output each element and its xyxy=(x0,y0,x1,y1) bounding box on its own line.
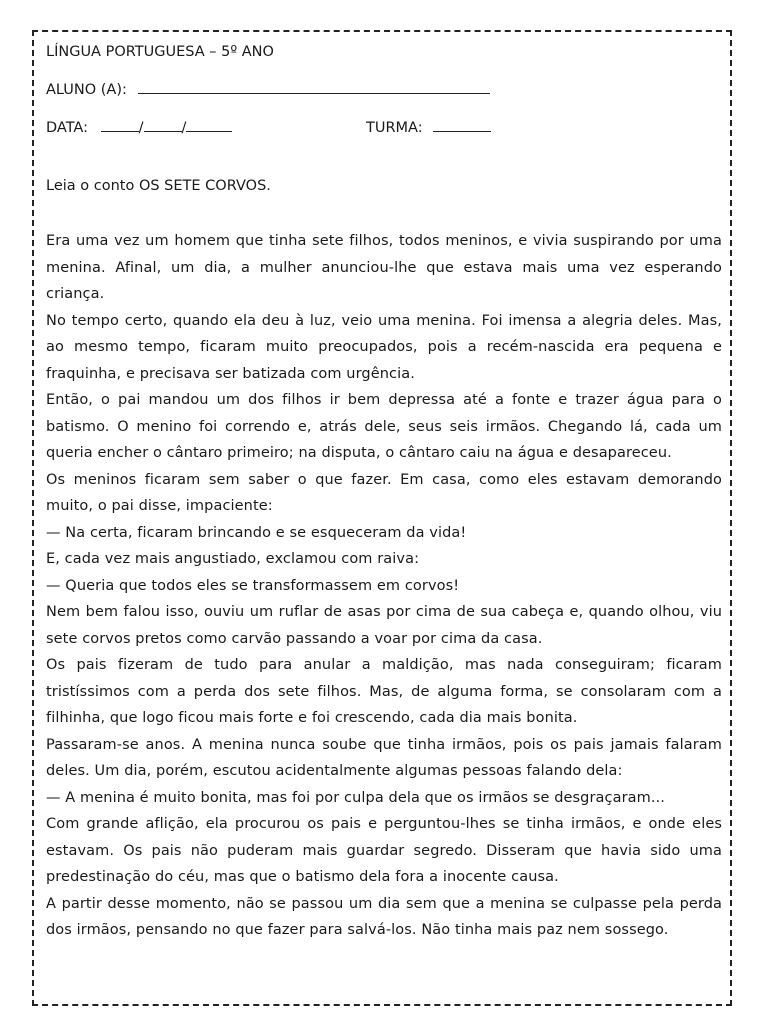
story-paragraph: Nem bem falou isso, ouviu um ruflar de asas por cima de sua cabeça e, quando olhou, viu sete corvos pretos como carvão passando a voar por cima da casa. xyxy=(46,604,722,647)
student-name-line xyxy=(46,78,490,100)
story-paragraph: E, cada vez mais angustiado, exclamou com raiva: xyxy=(46,551,420,567)
date-day-blank xyxy=(101,116,139,132)
story-paragraph: Era uma vez um homem que tinha sete filhos, todos meninos, e vivia suspirando por uma menina. Afinal, um dia, a mulher anunciou-lhe que estava mais uma vez esperando criança. xyxy=(46,233,722,302)
worksheet-title: LÍNGUA PORTUGUESA – 5º ANO xyxy=(46,44,274,60)
student-name-blank xyxy=(138,78,490,94)
date-separator: / xyxy=(138,120,144,136)
story-paragraph: No tempo certo, quando ela deu à luz, veio uma menina. Foi imensa a alegria deles. Mas, ao mesmo tempo, ficaram muito preocupados, pois a recém-nascida era pequena e fraquinha, e precisava ser batizada com urgência. xyxy=(46,312,722,382)
story-dialogue: — A menina é muito bonita, mas foi por culpa dela que os irmãos se desgraçaram... xyxy=(46,789,665,806)
story-paragraph: Os pais fizeram de tudo para anular a maldição, mas nada conseguiram; ficaram tristíssimos com a perda dos sete filhos. Mas, de alguma forma, se consolaram com a filhinha, que logo ficou mais forte e foi crescendo, cada dia mais bonita. xyxy=(46,657,722,726)
class-label: TURMA: xyxy=(366,120,423,136)
story-paragraph: Os meninos ficaram sem saber o que fazer. Em casa, como eles estavam demorando muito, o pai disse, impaciente: xyxy=(46,471,722,514)
story-text xyxy=(46,228,722,944)
date-month-blank xyxy=(144,116,182,132)
date-separator: / xyxy=(181,120,187,136)
class-blank xyxy=(433,116,491,132)
student-name-label: ALUNO (A): xyxy=(46,82,127,98)
date-line xyxy=(46,116,232,138)
story-paragraph: A partir desse momento, não se passou um dia sem que a menina se culpasse pela perda dos irmãos, pensando no que fazer para salvá-los. Não tinha mais paz nem sossego. xyxy=(46,895,722,938)
story-dialogue: — Queria que todos eles se transformassem em corvos! xyxy=(46,577,460,594)
reading-instruction: Leia o conto OS SETE CORVOS. xyxy=(46,178,271,194)
date-label: DATA: xyxy=(46,120,88,136)
story-paragraph: Passaram-se anos. A menina nunca soube que tinha irmãos, pois os pais jamais falaram deles. Um dia, porém, escutou acidentalmente algumas pessoas falando dela: xyxy=(46,736,722,779)
story-dialogue: — Na certa, ficaram brincando e se esqueceram da vida! xyxy=(46,524,467,541)
story-paragraph: Com grande aflição, ela procurou os pais e perguntou-lhes se tinha irmãos, e onde eles estavam. Os pais não puderam mais guardar segredo. Disseram que havia sido uma predestinação do céu, mas que o batismo dela fora a inocente causa. xyxy=(46,816,722,885)
class-line xyxy=(366,116,491,138)
date-year-blank xyxy=(186,116,232,132)
story-paragraph: Então, o pai mandou um dos filhos ir bem depressa até a fonte e trazer água para o batismo. O menino foi correndo e, atrás dele, seus seis irmãos. Chegando lá, cada um queria encher o cântaro primeiro; na disputa, o cântaro caiu na água e desapareceu. xyxy=(46,392,722,461)
